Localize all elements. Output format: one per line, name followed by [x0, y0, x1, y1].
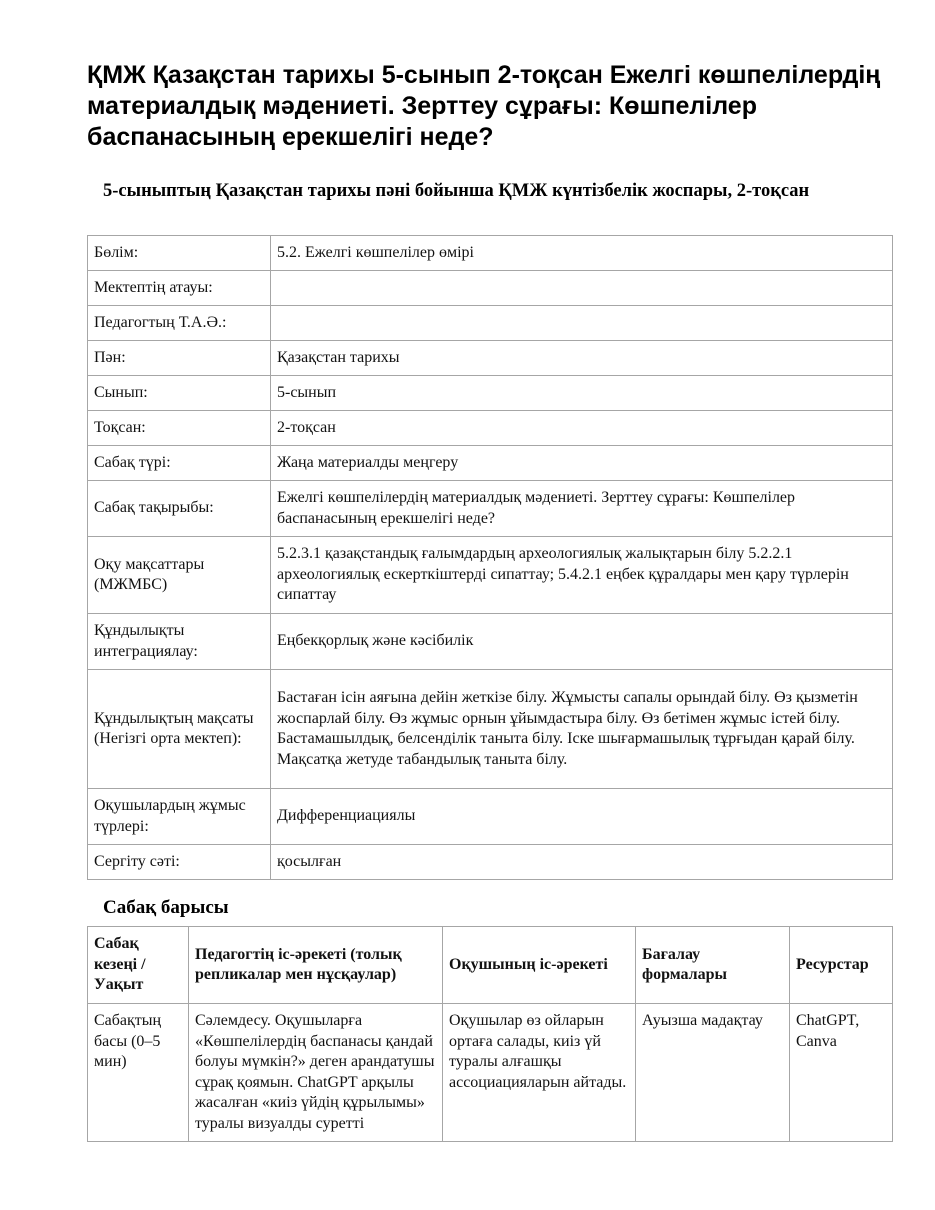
info-label: Оқушылардың жұмыс түрлері:: [88, 789, 271, 845]
info-label: Тоқсан:: [88, 411, 271, 446]
info-label: Сабақ тақырыбы:: [88, 481, 271, 537]
info-row-break: [88, 845, 893, 880]
info-value: Еңбекқорлық және кәсібилік: [271, 614, 893, 670]
info-row-lesson-topic: [88, 481, 893, 537]
header-stage-time: Сабақ кезеңі / Уақыт: [88, 927, 189, 1004]
assessment-cell: Ауызша мадақтау: [636, 1004, 790, 1142]
info-row-teacher: [88, 306, 893, 341]
info-label: Сабақ түрі:: [88, 446, 271, 481]
info-value: 5-сынып: [271, 376, 893, 411]
lesson-stage-cell: Сабақтың басы (0–5 мин): [88, 1004, 189, 1142]
info-value: 5.2.3.1 қазақстандық ғалымдардың археологиялық жалықтарын білу 5.2.2.1 археологиялық ескерткіштерді сипаттау; 5.4.2.1 еңбек құралдары мен қару түрлерін сипаттау: [271, 537, 893, 614]
info-label: Пән:: [88, 341, 271, 376]
info-value: Дифференциациялы: [271, 789, 893, 845]
info-row-work-types: [88, 789, 893, 845]
info-label: Құндылықты интеграциялау:: [88, 614, 271, 670]
info-value: Қазақстан тарихы: [271, 341, 893, 376]
info-row-quarter: [88, 411, 893, 446]
header-teacher-activity: Педагогтің іс-әрекеті (толық репликалар мен нұсқаулар): [189, 927, 443, 1004]
header-resources: Ресурстар: [790, 927, 893, 1004]
info-value: қосылған: [271, 845, 893, 880]
lesson-progress-table: [87, 926, 893, 1142]
info-row-learning-objectives: [88, 537, 893, 614]
info-value: 2-тоқсан: [271, 411, 893, 446]
info-row-grade: [88, 376, 893, 411]
document-title: ҚМЖ Қазақстан тарихы 5-сынып 2-тоқсан Ежелгі көшпелілердің материалдық мәдениеті. Зерттеу сұрағы: Көшпелілер баспанасының ерекшелігі неде?: [87, 61, 881, 151]
info-value: [271, 271, 893, 306]
header-assessment: Бағалау формалары: [636, 927, 790, 1004]
lesson-header-row: [88, 927, 893, 1004]
info-row-value-goal: [88, 670, 893, 789]
info-row-section: [88, 236, 893, 271]
info-value: Бастаған ісін аяғына дейін жеткізе білу. Жұмысты сапалы орындай білу. Өз қызметін жоспарлай білу. Өз жұмыс орнын ұйымдастыра білу. Өз бетімен жұмыс істей білу. Бастамашылдық, белсенділік таныта білу. Іске шығармашылық тұрғыдан қарай білу. Мақсатқа жетуде табандылық таныта білу.: [271, 670, 893, 789]
info-row-lesson-type: [88, 446, 893, 481]
lesson-info-table: [87, 235, 893, 880]
info-row-school: [88, 271, 893, 306]
plan-subtitle: 5-сыныптың Қазақстан тарихы пәні бойынша ҚМЖ күнтізбелік жоспары, 2-тоқсан: [103, 181, 810, 201]
info-label: Сынып:: [88, 376, 271, 411]
student-activity-cell: Оқушылар өз ойларын ортаға салады, киіз үй туралы алғашқы ассоциацияларын айтады.: [443, 1004, 636, 1142]
info-value: Жаңа материалды меңгеру: [271, 446, 893, 481]
resources-cell: ChatGPT, Canva: [790, 1004, 893, 1142]
teacher-activity-cell: Сәлемдесу. Оқушыларға «Көшпелілердің баспанасы қандай болуы мүмкін?» деген арандатушы сұрақ қоямын. ChatGPT арқылы жасалған «киіз үйдің құрылымы» туралы визуалды суретті: [189, 1004, 443, 1142]
lesson-row: [88, 1004, 893, 1142]
info-label: Құндылықтың мақсаты (Негізгі орта мектеп):: [88, 670, 271, 789]
info-value: 5.2. Ежелгі көшпелілер өмірі: [271, 236, 893, 271]
info-row-subject: [88, 341, 893, 376]
info-label: Педагогтың Т.А.Ә.:: [88, 306, 271, 341]
info-label: Сергіту сәті:: [88, 845, 271, 880]
lesson-progress-heading: Сабақ барысы: [103, 897, 229, 918]
info-value: [271, 306, 893, 341]
info-label: Мектептің атауы:: [88, 271, 271, 306]
info-label: Бөлім:: [88, 236, 271, 271]
info-label: Оқу мақсаттары (МЖМБС): [88, 537, 271, 614]
info-row-value-integration: [88, 614, 893, 670]
info-value: Ежелгі көшпелілердің материалдық мәдениеті. Зерттеу сұрағы: Көшпелілер баспанасының ерекшелігі неде?: [271, 481, 893, 537]
header-student-activity: Оқушының іс-әрекеті: [443, 927, 636, 1004]
